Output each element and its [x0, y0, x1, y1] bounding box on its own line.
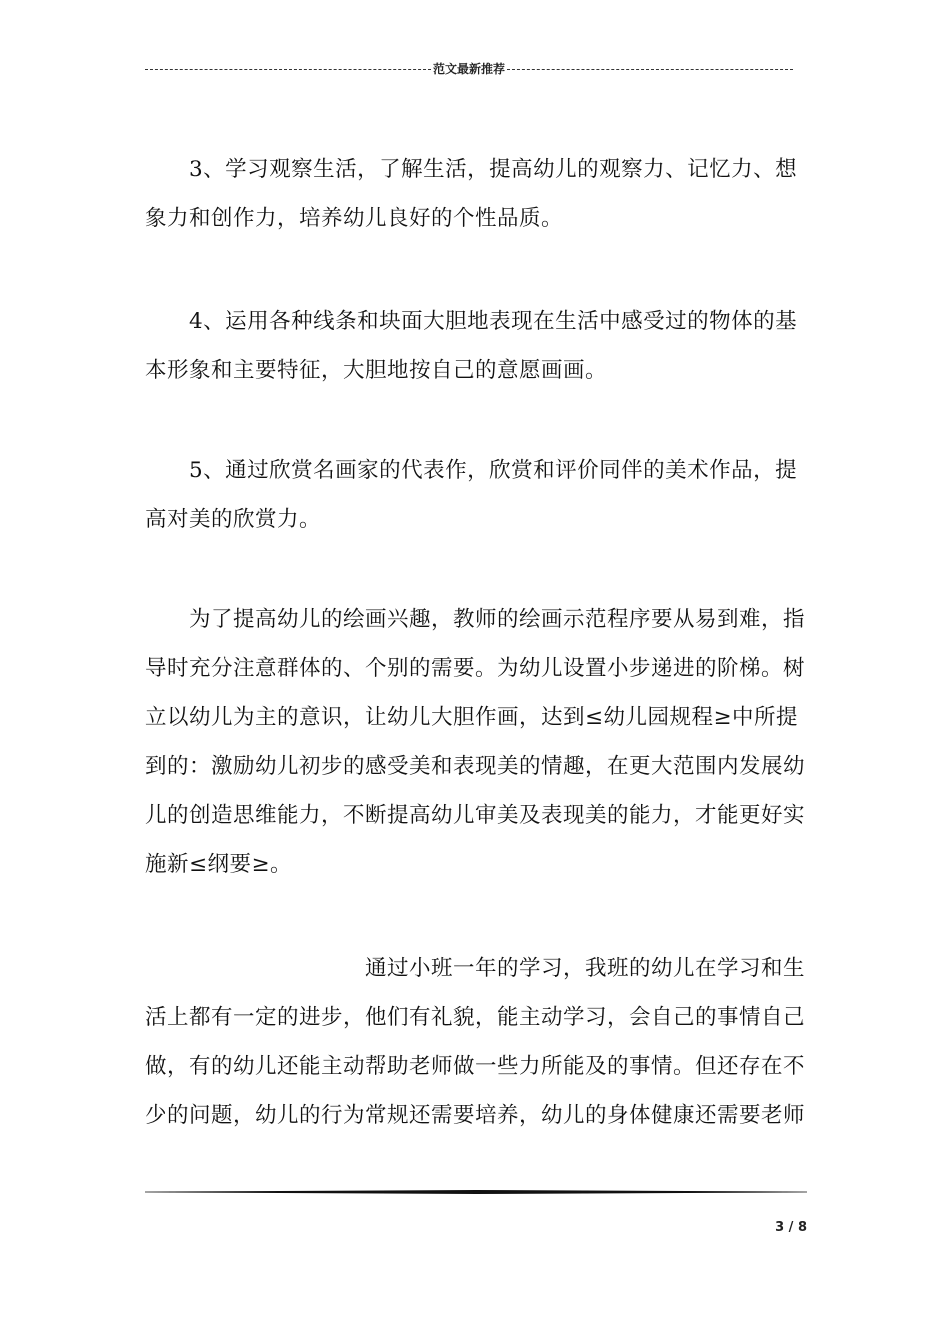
paragraph-line: 5、通过欣赏名画家的代表作，欣赏和评价同伴的美术作品，提 [145, 458, 798, 483]
paragraph-class-progress [145, 944, 810, 1140]
paragraph-line: 高对美的欣赏力。 [145, 507, 322, 532]
page-header [145, 58, 793, 78]
paragraph-line: 施新≤纲要≥。 [145, 852, 293, 877]
paragraph-3 [145, 145, 810, 243]
paragraph-drawing-interest [145, 595, 810, 889]
paragraph-5 [145, 446, 810, 544]
header-dash-right [507, 69, 793, 70]
paragraph-line: 做，有的幼儿还能主动帮助老师做一些力所能及的事情。但还存在不 [145, 1054, 806, 1079]
paragraph-line: 3、学习观察生活，了解生活，提高幼儿的观察力、记忆力、想 [145, 157, 798, 182]
paragraph-line: 导时充分注意群体的、个别的需要。为幼儿设置小步递进的阶梯。树 [145, 656, 806, 681]
paragraph-line: 为了提高幼儿的绘画兴趣，教师的绘画示范程序要从易到难，指 [145, 607, 806, 632]
paragraph-line: 通过小班一年的学习，我班的幼儿在学习和生 [145, 956, 806, 981]
header-dash-left [145, 69, 431, 70]
paragraph-line: 立以幼儿为主的意识，让幼儿大胆作画，达到≤幼儿园规程≥中所提 [145, 705, 799, 730]
paragraph-line: 少的问题，幼儿的行为常规还需要培养，幼儿的身体健康还需要老师 [145, 1103, 806, 1128]
footer-rule [145, 1190, 807, 1194]
paragraph-line: 活上都有一定的进步，他们有礼貌，能主动学习，会自己的事情自己 [145, 1005, 806, 1030]
paragraph-line: 儿的创造思维能力，不断提高幼儿审美及表现美的能力，才能更好实 [145, 803, 806, 828]
paragraph-line: 象力和创作力，培养幼儿良好的个性品质。 [145, 206, 564, 231]
paragraph-line: 4、运用各种线条和块面大胆地表现在生活中感受过的物体的基 [145, 309, 798, 334]
paragraph-line: 到的：激励幼儿初步的感受美和表现美的情趣，在更大范围内发展幼 [145, 754, 806, 779]
header-title: 范文最新推荐 [433, 61, 506, 76]
page-number: 3 / 8 [775, 1220, 807, 1235]
paragraph-line: 本形象和主要特征，大胆地按自己的意愿画画。 [145, 358, 608, 383]
paragraph-4 [145, 297, 810, 395]
